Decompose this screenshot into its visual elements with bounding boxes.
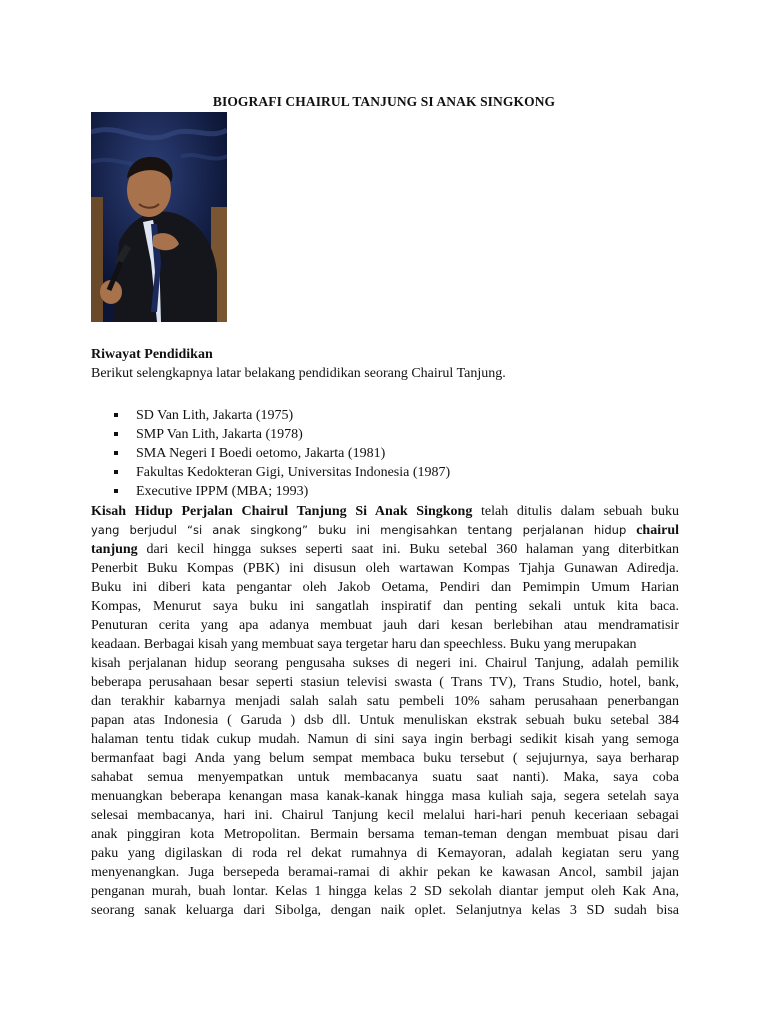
page-title: BIOGRAFI CHAIRUL TANJUNG SI ANAK SINGKONG (212, 94, 556, 109)
list-item: SMA Negeri I Boedi oetomo, Jakarta (1981) (91, 444, 450, 463)
section-heading: Riwayat Pendidikan (91, 347, 213, 362)
body-line: Penuturan cerita yang apa adanya membuat jauh dari kesan berlebihan atau mendramatisir (91, 618, 679, 633)
body-text (91, 502, 679, 920)
body-line: kisah perjalanan hidup seorang pengusaha sukses di negeri ini. Chairul Tanjung, adalah pemilik (91, 656, 679, 671)
list-item: SMP Van Lith, Jakarta (1978) (91, 425, 450, 444)
body-line: anak pinggiran kota Metropolitan. Bermain bersama teman-teman dengan membuat pisau dari (91, 827, 679, 842)
body-line: penganan murah, buah lontar. Kelas 1 hingga kelas 2 SD sekolah diantar jemput oleh Kak Ana, (91, 884, 679, 899)
body-line: Kompas, Menurut saya buku ini sangatlah inspiratif dan penting sekali untuk kita baca. (91, 599, 679, 614)
body-line: sahabat semua menyempatkan untuk membacanya suatu saat nanti). Maka, saya coba (91, 770, 679, 785)
education-list (91, 406, 450, 501)
body-line: selesai membacanya, hari ini. Chairul Tanjung kecil melalui hari-hari penuh keceriaan sebagai (91, 808, 679, 823)
body-line: bermanfaat bagi Anda yang belum sempat membaca buku tersebut ( sejujurnya, saya berharap (91, 751, 679, 766)
portrait-photo (91, 112, 227, 322)
body-line: menyenangkan. Juga bersepeda beramai-ramai di akhir pekan ke kawasan Ancol, sambil jajan (91, 865, 679, 880)
body-line: paku yang digilaskan di roda rel dekat rumahnya di Kemayoran, adalah kegiatan seru yang (91, 846, 679, 861)
body-line: Kisah Hidup Perjalan Chairul Tanjung Si Anak Singkong telah ditulis dalam sebuah buku (91, 504, 680, 519)
body-line: Buku ini diberi kata pengantar oleh Jakob Oetama, Pendiri dan Pemimpin Umum Harian (91, 580, 679, 595)
body-line: keadaan. Berbagai kisah yang membuat saya tergetar haru dan speechless. Buku yang merupakan (91, 637, 637, 652)
list-item: SD Van Lith, Jakarta (1975) (91, 406, 450, 425)
body-line: tanjung dari kecil hingga sukses seperti saat ini. Buku setebal 360 halaman yang diterbitkan (91, 542, 679, 557)
body-line: menuangkan beberapa kenangan masa kanak-kanak hingga masa kuliah saja, segera setelah saya (91, 789, 679, 804)
body-line: seorang sanak keluarga dari Sibolga, dengan naik oplet. Selanjutnya kelas 3 SD sudah bisa (91, 903, 679, 918)
body-line: halaman tentu tidak cukup mudah. Namun di sini saya ingin berbagi sedikit kisah yang semoga (91, 732, 679, 747)
body-line: Penerbit Buku Kompas (PBK) ini disusun oleh wartawan Kompas Tjahja Gunawan Adiredja. (91, 561, 679, 576)
body-line: yang berjudul “si anak singkong” buku ini mengisahkan tentang perjalanan hidup chairul (91, 523, 679, 538)
body-line: dan terakhir kabarnya menjadi salah salah satu pembeli 10% saham perusahaan penerbangan (91, 694, 679, 709)
book-title: Kisah Hidup Perjalan Chairul Tanjung Si Anak Singkong (91, 504, 473, 519)
body-line: papan atas Indonesia ( Garuda ) dsb dll. Untuk menuliskan ekstrak sebuah buku setebal 384 (91, 713, 679, 728)
list-item: Executive IPPM (MBA; 1993) (91, 482, 450, 501)
body-line: beberapa perusahaan besar seperti stasiun televisi swasta ( Trans TV), Trans Studio, hotel, bank, (91, 675, 679, 690)
intro-text: Berikut selengkapnya latar belakang pendidikan seorang Chairul Tanjung. (91, 366, 506, 381)
list-item: Fakultas Kedokteran Gigi, Universitas Indonesia (1987) (91, 463, 450, 482)
